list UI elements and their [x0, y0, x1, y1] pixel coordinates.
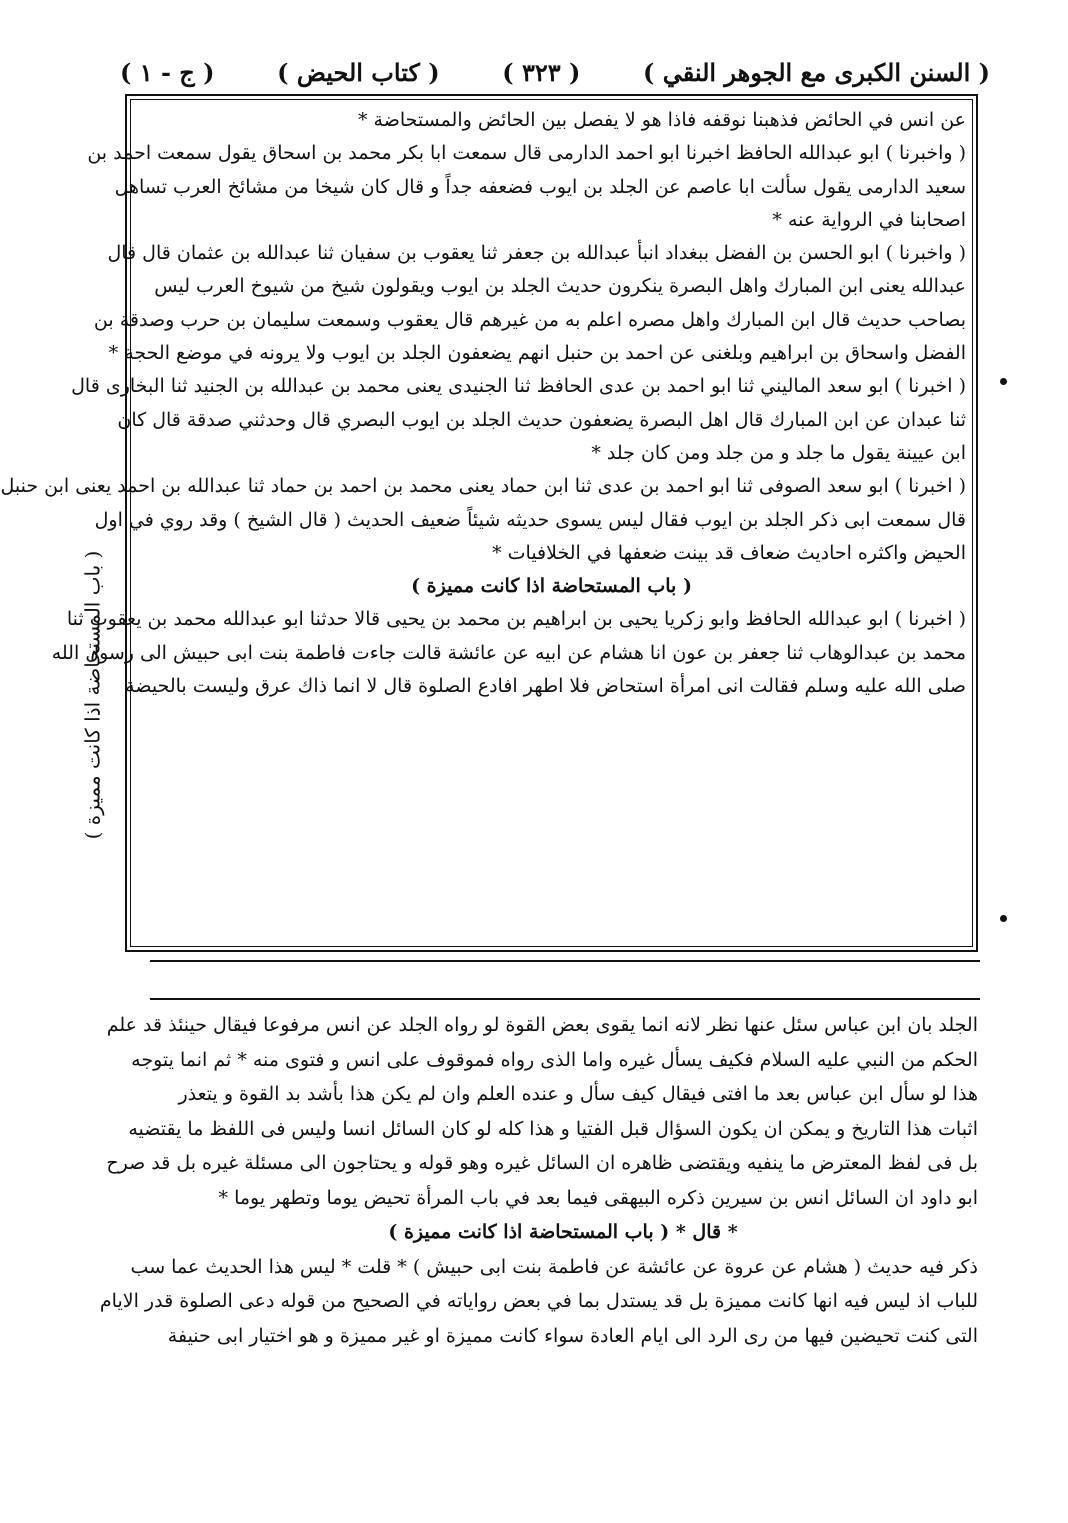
- footnote-divider-bottom: [150, 998, 980, 1000]
- volume-label: ( ج - ١ ): [120, 57, 215, 87]
- page-header: [120, 52, 990, 92]
- text-line: ( اخبرنا ) ابو عبدالله الحافظ وابو زكريا يحيى بن ابراهيم بن محمد بن يحيى قالا حدثنا ابو عبدالله محمد بن يعقوب ثنا: [66, 608, 966, 631]
- text-line: ابن عيينة يقول ما جلد و من جلد ومن كان جلد *: [591, 441, 966, 464]
- footnote-line: الجلد بان ابن عباس سئل عنها نظر لانه انما يقوى بعض القوة لو رواه الجلد عن انس مرفوعا فيقال حينئذ قد علم: [106, 1014, 978, 1036]
- text-line: اصحابنا في الرواية عنه *: [772, 208, 966, 231]
- text-line: الفضل واسحاق بن ابراهيم وبلغنى عن احمد بن حنبل انهم يضعفون الجلد بن ايوب ولا يرونه في موضع الحجة *: [108, 342, 966, 365]
- text-line: عن انس في الحائض فذهبنا نوقفه فاذا هو لا يفصل بين الحائض والمستحاضة *: [357, 109, 966, 131]
- text-line: ( اخبرنا ) ابو سعد الصوفى ثنا ابو احمد بن عدى ثنا ابن حماد يعنى محمد بن احمد بن حماد ثنا عبدالله بن احمد يعنى ابن حنبل: [0, 475, 966, 498]
- margin-dot: [1000, 915, 1007, 922]
- chapter-heading: ( باب المستحاضة اذا كانت مميزة ): [411, 575, 692, 598]
- main-text-frame: [0, 94, 978, 952]
- footnote-line: ابو داود ان السائل انس بن سيرين ذكره البيهقى فيما بعد في باب المرأة تحيض يوما وتطهر يوما *: [218, 1186, 978, 1209]
- main-text: [0, 104, 966, 703]
- book-title: ( كتاب الحيض ): [277, 57, 440, 87]
- text-line: سعيد الدارمى يقول سألت ابا عاصم عن الجلد بن ايوب فضعفه جداً و قال كان شيخا من مشائخ العرب تساهل: [114, 175, 966, 198]
- text-line: ( اخبرنا ) ابو سعد الماليني ثنا ابو احمد بن عدى الحافظ ثنا الجنيدى يعنى محمد بن عبدالله بن الجنيد ثنا البخارى قال: [71, 375, 966, 398]
- side-chapter-label: [72, 545, 112, 845]
- footnote-line: التى كنت تحيضين فيها من رى الرد الى ايام العادة سواء كانت مميزة او غير مميزة و هو اختيار ابى حنيفة: [167, 1324, 978, 1347]
- footnote-divider-top: [150, 960, 980, 962]
- footnote-line: هذا لو سأل ابن عباس بعد ما افتى فيقال كيف سأل و عنده العلم وان لم يكن هذا بأشد بد القوة و يتعذر: [178, 1083, 978, 1105]
- text-line: عبدالله يعنى ابن المبارك واهل البصرة ينكرون حديث الجلد بن ايوب ويقولون شيخ من شيوخ العرب ليس: [154, 275, 966, 298]
- footnote-commentary: [99, 1008, 978, 1353]
- footnote-heading: * قال * ( باب المستحاضة اذا كانت مميزة ): [388, 1221, 738, 1243]
- text-line: صلى الله عليه وسلم فقالت انى امرأة استحاض فلا اطهر افادع الصلوة قال لا انما ذاك عرق وليست بالحيضة: [125, 675, 966, 698]
- text-line: بصاحب حديث قال ابن المبارك واهل مصره اعلم به من غيرهم قال يعقوب وسمعت سليمان بن حرب وصدقة بن: [93, 308, 966, 331]
- text-line: محمد بن عبدالوهاب ثنا جعفر بن عون انا هشام عن ابيه عن عائشة قالت جاءت فاطمة بنت ابى حبيش الى رسول الله: [51, 641, 966, 664]
- footnote-line: بل فى لفظ المعترض ما ينفيه ويقتضى ظاهره ان السائل غيره وهو قوله و يحتاجون الى مسئلة غيره بل قد صرح: [106, 1152, 978, 1174]
- footnote-line: للباب اذ ليس فيه انها كانت مميزة بل قد يستدل بما في بعض رواياته في الصحيح من قوله دعى الصلوة قدر الايام: [99, 1290, 978, 1312]
- side-chapter-text: ( باب المستحاضة اذا كانت مميزة ): [80, 550, 105, 840]
- footnote-line: اثبات هذا التاريخ و يمكن ان يكون السؤال قبل الفتيا و هذا كله لو كان السائل انسا وليس فى اللفظ ما يقتضيه: [128, 1117, 978, 1140]
- footnote-line: الحكم من النبي عليه السلام فكيف يسأل غيره واما الذى رواه فموقوف على انس و فتوى منه * ثم انما يتوجه: [131, 1048, 978, 1071]
- text-line: الحيض واكثره احاديث ضعاف قد بينت ضعفها في الخلافيات *: [492, 541, 966, 564]
- running-title: ( السنن الكبرى مع الجوهر النقي ): [642, 57, 990, 87]
- text-line: ( واخبرنا ) ابو الحسن بن الفضل ببغداد انبأ عبدالله بن جعفر ثنا يعقوب بن سفيان ثنا عبدالله بن عثمان قال قال: [107, 242, 966, 265]
- page-number: ( ٣٢٣ ): [502, 57, 581, 87]
- text-line: ( واخبرنا ) ابو عبدالله الحافظ اخبرنا ابو احمد الدارمى قال سمعت ابا بكر محمد بن اسحاق يقول سمعت احمد بن: [87, 142, 966, 165]
- text-line: قال سمعت ابى ذكر الجلد بن ايوب فقال ليس يسوى حديثه شيئاً ضعيف الحديث ( قال الشيخ ) وقد روي في اول: [94, 508, 966, 531]
- margin-dot: [1000, 378, 1007, 385]
- footnote-line: ذكر فيه حديث ( هشام عن عروة عن عائشة عن فاطمة بنت ابى حبيش ) * قلت * ليس هذا الحديث عما سب: [130, 1255, 978, 1278]
- text-line: ثنا عبدان عن ابن المبارك قال اهل البصرة يضعفون حديث الجلد بن ايوب البصري قال وحدثني صدقة قال كان: [117, 408, 966, 431]
